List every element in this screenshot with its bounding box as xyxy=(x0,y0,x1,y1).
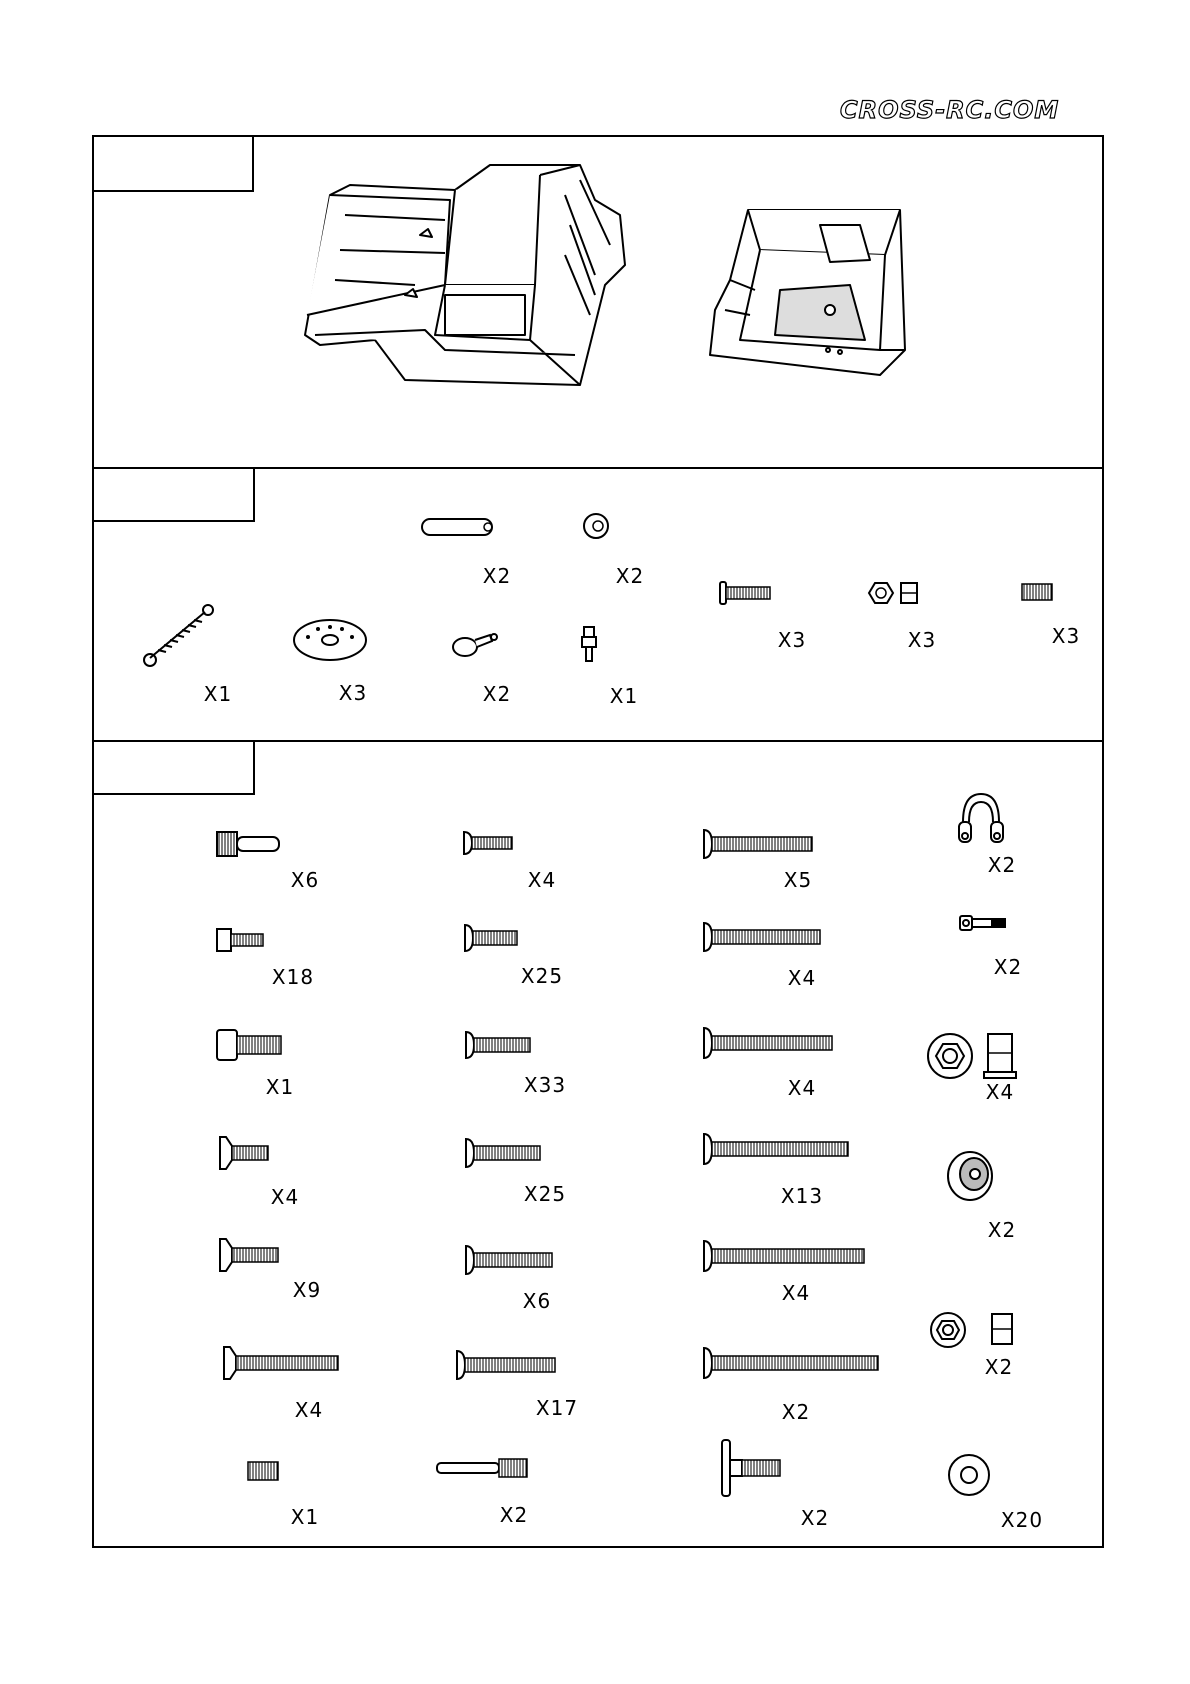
qty-label: X4 xyxy=(527,868,557,892)
section-2-tab xyxy=(92,467,255,522)
long-screw-25mm xyxy=(702,1026,836,1060)
qty-label: X2 xyxy=(499,1503,529,1527)
button-screw-14mm xyxy=(464,1244,556,1276)
threaded-pin xyxy=(435,1457,531,1479)
long-screw-30mm xyxy=(702,1132,852,1166)
section-3-tab xyxy=(92,740,255,795)
qty-label: X2 xyxy=(482,682,512,706)
qty-label: X2 xyxy=(800,1506,830,1530)
section-1-tab xyxy=(92,135,254,192)
cap-screw-small xyxy=(215,927,267,953)
qty-label: X17 xyxy=(535,1396,579,1420)
qty-label: X5 xyxy=(783,868,813,892)
long-screw-22mm xyxy=(702,921,824,953)
qty-label: X3 xyxy=(338,681,368,705)
spacer-part xyxy=(580,510,612,542)
link-end-part xyxy=(450,625,500,661)
ball-stud-part xyxy=(578,625,602,665)
button-screw-8mm xyxy=(463,923,521,953)
button-screw-12mm xyxy=(464,1137,544,1169)
qty-label: X2 xyxy=(987,1218,1017,1242)
qty-label: X4 xyxy=(294,1398,324,1422)
interior-cockpit xyxy=(700,200,910,380)
qty-label: X2 xyxy=(993,955,1023,979)
long-screw-20mm xyxy=(702,828,816,860)
qty-label: X1 xyxy=(265,1075,295,1099)
qty-label: X3 xyxy=(777,628,807,652)
spring-part xyxy=(140,600,220,670)
qty-label: X4 xyxy=(781,1281,811,1305)
qty-label: X20 xyxy=(1000,1508,1044,1532)
flat-head-screw-long xyxy=(222,1345,342,1381)
qty-label: X1 xyxy=(290,1505,320,1529)
qty-label: X2 xyxy=(984,1355,1014,1379)
flat-head-screw-medium xyxy=(218,1237,282,1273)
truck-body-shell xyxy=(295,155,635,395)
qty-label: X2 xyxy=(781,1400,811,1424)
cross-rc-logo xyxy=(840,96,1090,126)
qty-label: X2 xyxy=(987,853,1017,877)
flange-nut-large xyxy=(926,1030,1022,1082)
t-bolt xyxy=(720,1438,784,1498)
qty-label: X9 xyxy=(292,1278,322,1302)
button-screw-16mm xyxy=(455,1349,559,1381)
qty-label: X25 xyxy=(523,1182,567,1206)
qty-label: X3 xyxy=(1051,624,1081,648)
long-screw-40mm xyxy=(702,1346,882,1380)
qty-label: X4 xyxy=(985,1080,1015,1104)
qty-label: X4 xyxy=(787,1076,817,1100)
button-screw-6mm xyxy=(462,830,516,856)
qty-label: X18 xyxy=(271,965,315,989)
qty-label: X1 xyxy=(609,684,639,708)
qty-label: X1 xyxy=(203,682,233,706)
pulley-bearing xyxy=(942,1148,998,1204)
servo-horn-disc xyxy=(290,615,370,665)
qty-label: X2 xyxy=(615,564,645,588)
d-ring-shackle xyxy=(955,792,1007,846)
shackle-pin xyxy=(958,912,1010,934)
nut-pair-small xyxy=(865,580,925,606)
long-screw-35mm xyxy=(702,1239,868,1273)
washer xyxy=(946,1452,992,1498)
button-screw-small xyxy=(718,580,774,606)
qty-label: X4 xyxy=(270,1185,300,1209)
logo-text: CROSS-RC.COM xyxy=(840,96,1060,124)
qty-label: X4 xyxy=(787,966,817,990)
qty-label: X25 xyxy=(520,964,564,988)
qty-label: X33 xyxy=(523,1073,567,1097)
qty-label: X6 xyxy=(522,1289,552,1313)
flat-head-screw-short xyxy=(218,1135,272,1171)
cap-screw-medium xyxy=(215,1028,285,1062)
qty-label: X2 xyxy=(482,564,512,588)
qty-label: X13 xyxy=(780,1184,824,1208)
lock-nut-small xyxy=(928,1310,1020,1350)
qty-label: X6 xyxy=(290,868,320,892)
button-screw-10mm xyxy=(464,1030,534,1060)
qty-label: X3 xyxy=(907,628,937,652)
pin-part xyxy=(420,515,500,539)
shoulder-screw xyxy=(215,830,285,858)
set-screw xyxy=(246,1460,282,1482)
set-screw-small xyxy=(1020,582,1054,602)
